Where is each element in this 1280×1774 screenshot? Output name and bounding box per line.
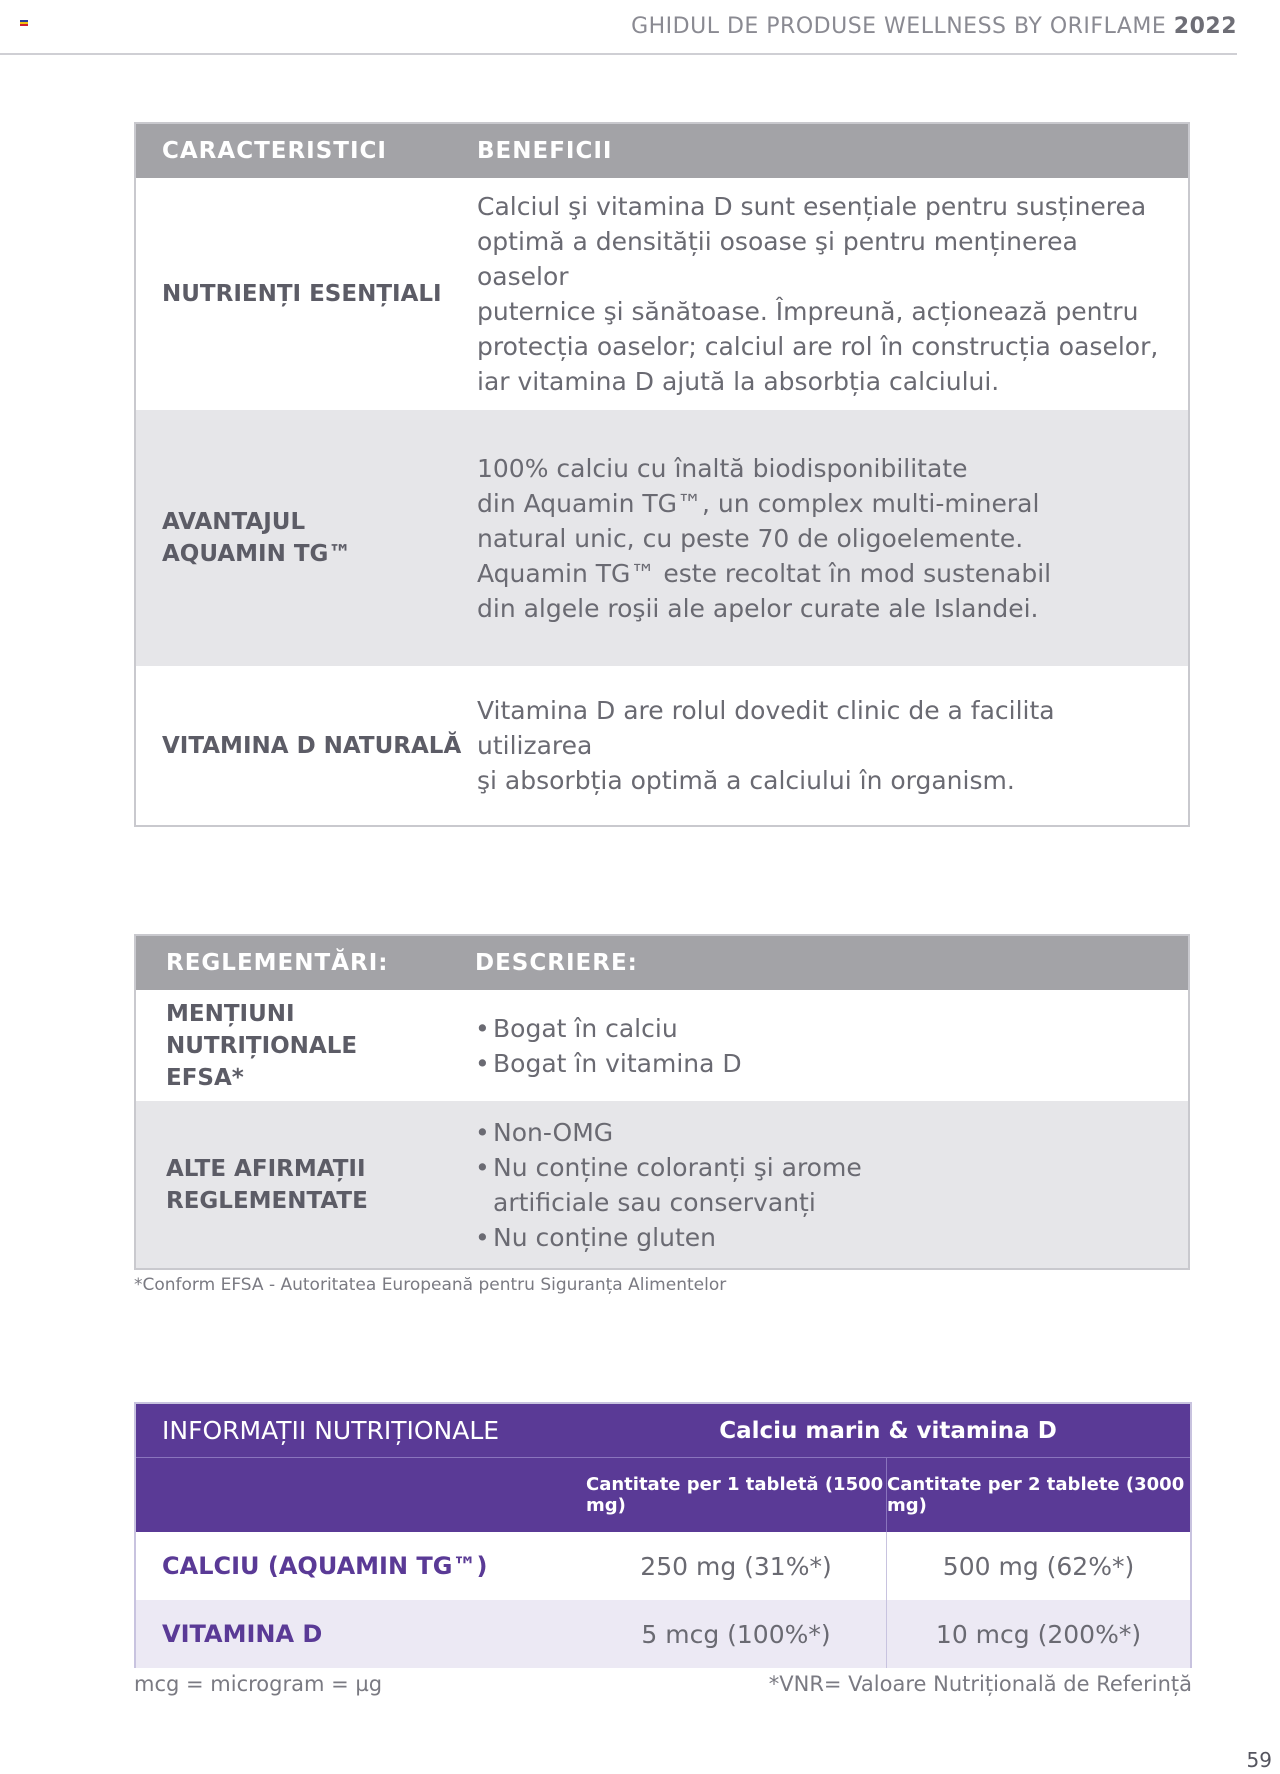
bullet-icon: • [475, 1222, 490, 1252]
text-line: puternice şi sănătoase. Împreună, acționează pentru [477, 297, 1139, 326]
table-row [136, 1532, 1190, 1600]
vnr-note: *VNR= Valoare Nutrițională de Referință [768, 1672, 1192, 1696]
regulations-table [134, 934, 1190, 1270]
header-divider [0, 53, 1237, 55]
bullet-text: Bogat în calciu [493, 1013, 678, 1043]
row-label [136, 998, 475, 1094]
label-line: REGLEMENTATE [166, 1187, 368, 1214]
header-title-text: GHIDUL DE PRODUSE WELLNESS BY ORIFLAME [631, 14, 1167, 39]
table-row [136, 666, 1188, 825]
blank-header-cell [136, 1458, 586, 1532]
table-row [136, 410, 1188, 666]
col-header-beneficii: BENEFICII [477, 138, 613, 164]
text-line: din Aquamin TG™, un complex multi-mineral [477, 488, 1040, 518]
header-year: 2022 [1173, 14, 1237, 39]
text-line: 100% calciu cu înaltă biodisponibilitate [477, 453, 968, 483]
bullet-text [493, 1150, 862, 1220]
bullet-line: Nu conține coloranți şi arome [493, 1152, 862, 1182]
unit-note: mcg = microgram = µg [134, 1672, 383, 1696]
bullet-text: Bogat în vitamina D [493, 1048, 742, 1078]
row-text [477, 693, 1188, 798]
value-1-tablet: 250 mg (31%*) [586, 1532, 887, 1600]
list-item [475, 1220, 1188, 1255]
bullet-icon: • [475, 1013, 490, 1043]
nutrition-title: INFORMAȚII NUTRIȚIONALE [162, 1416, 500, 1445]
value-2-tablets: 500 mg (62%*) [942, 1551, 1135, 1581]
col-header-reglementari: REGLEMENTĂRI: [166, 950, 389, 976]
bullet-list [475, 1115, 1188, 1255]
label-line: MENȚIUNI NUTRIȚIONALE [166, 1000, 358, 1059]
regulations-table-header [136, 936, 1188, 990]
bullet-list [475, 1011, 1188, 1081]
bullet-line: artificiale sau conservanți [493, 1187, 816, 1217]
text-line: iar vitamina D ajută la absorbția calciului. [477, 367, 1000, 396]
list-item [475, 1115, 1188, 1150]
row-label [136, 1153, 475, 1217]
nutrition-subheader [136, 1458, 1190, 1532]
features-table-header [136, 124, 1188, 178]
list-item [475, 1011, 1188, 1046]
text-line: natural unic, cu peste 70 de oligoelemente. [477, 523, 1024, 553]
table-row [136, 178, 1188, 410]
label-line: AQUAMIN TG™ [162, 541, 352, 567]
nutrient-name: CALCIU (AQUAMIN TG™) [162, 1552, 488, 1580]
nutrition-header [136, 1404, 1190, 1458]
row-label [136, 506, 477, 570]
list-item [475, 1046, 1188, 1081]
row-text [477, 189, 1188, 399]
bullet-text: Non-OMG [493, 1117, 614, 1147]
flag-icon [20, 20, 28, 26]
table-row [136, 1600, 1190, 1668]
row-text [477, 451, 1188, 626]
row-label: NUTRIENȚI ESENȚIALI [162, 281, 442, 307]
product-name: Calciu marin & vitamina D [719, 1417, 1057, 1444]
nutrition-table [134, 1402, 1192, 1668]
text-line: şi absorbția optimă a calciului în organism. [477, 766, 1015, 795]
table-row [136, 1101, 1188, 1268]
page-number: 59 [1246, 1748, 1272, 1772]
bullet-icon: • [475, 1117, 490, 1147]
label-line: ALTE AFIRMAȚII [166, 1155, 366, 1182]
label-line: EFSA* [166, 1064, 244, 1091]
bullet-icon: • [475, 1152, 490, 1182]
table-row [136, 990, 1188, 1101]
col-header-2-tablets: Cantitate per 2 tablete (3000 mg) [887, 1474, 1185, 1516]
nutrient-name: VITAMINA D [162, 1620, 323, 1648]
text-line: optimă a densității osoase şi pentru menținerea oaselor [477, 227, 1078, 291]
label-line: AVANTAJUL [162, 509, 306, 535]
text-line: Calciul şi vitamina D sunt esențiale pentru susținerea [477, 192, 1147, 221]
col-header-caracteristici: CARACTERISTICI [162, 138, 387, 164]
efsa-footnote: *Conform EFSA - Autoritatea Europeană pentru Siguranța Alimentelor [134, 1275, 727, 1295]
col-header-descriere: DESCRIERE: [475, 950, 638, 976]
value-2-tablets: 10 mcg (200%*) [935, 1619, 1142, 1649]
row-label: VITAMINA D NATURALĂ [162, 732, 462, 759]
bullet-icon: • [475, 1048, 490, 1078]
page-header-title [631, 14, 1237, 39]
value-1-tablet: 5 mcg (100%*) [586, 1600, 887, 1668]
features-table [134, 122, 1190, 827]
text-line: Aquamin TG™ este recoltat în mod sustenabil [477, 558, 1052, 588]
text-line: din algele roşii ale apelor curate ale Islandei. [477, 593, 1039, 623]
text-line: protecția oaselor; calciul are rol în construcția oaselor, [477, 332, 1159, 361]
list-item [475, 1150, 1188, 1220]
text-line: Vitamina D are rolul dovedit clinic de a facilita utilizarea [477, 696, 1055, 760]
col-header-1-tablet: Cantitate per 1 tabletă (1500 mg) [586, 1458, 887, 1532]
bullet-text: Nu conține gluten [493, 1222, 716, 1252]
